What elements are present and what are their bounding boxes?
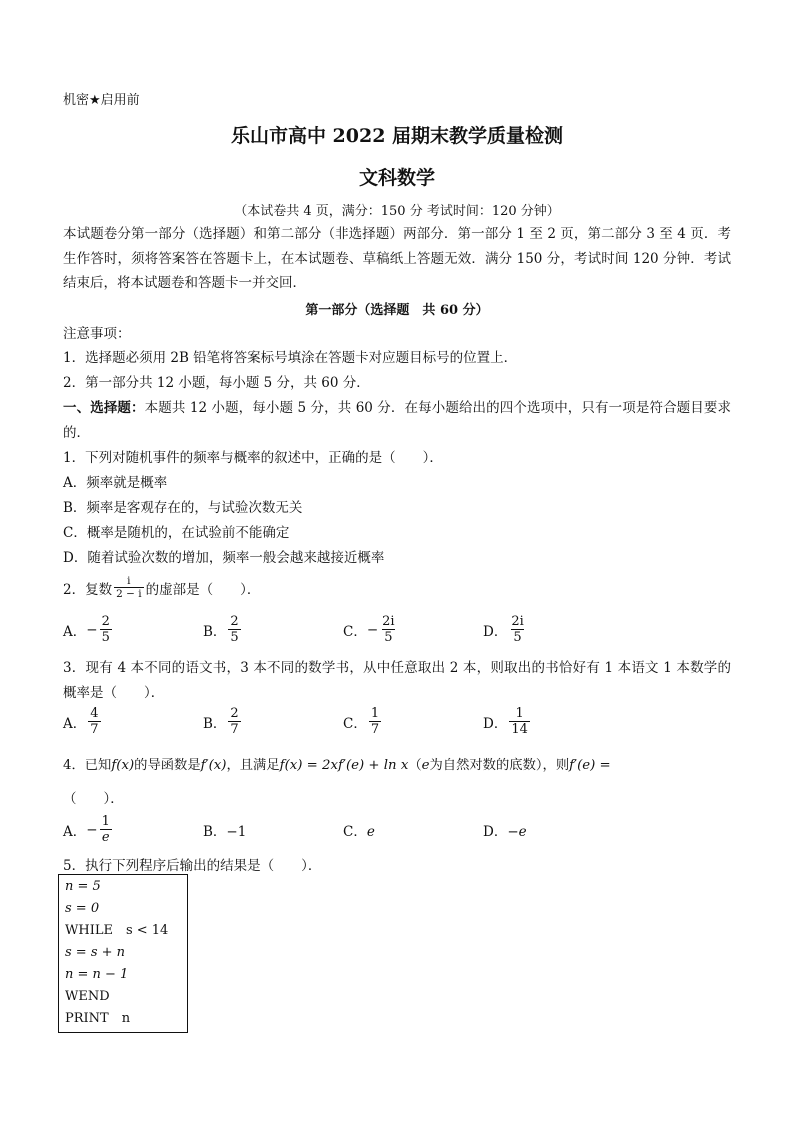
program-line: n = n − 1 xyxy=(65,967,129,982)
confidential-label: 机密★启用前 xyxy=(63,93,140,108)
notice-item: 2．第一部分共 12 小题，每小题 5 分，共 60 分． xyxy=(63,375,370,391)
q2-d-fraction xyxy=(509,614,525,645)
q3-c-num: 1 xyxy=(370,706,380,721)
q1-option-d: D．随着试验次数的增加，频率一般会越来越接近概率 xyxy=(63,550,385,566)
exam-title: 乐山市高中 2022 届期末教学质量检测 xyxy=(230,125,564,147)
q4-stem-b: 的导函数是 xyxy=(134,758,201,773)
q4-equation: f(x) = 2xf′(e) + ln x xyxy=(279,758,409,773)
section-heading: 第一部分（选择题 共 60 分） xyxy=(305,303,489,318)
q3-b-num: 2 xyxy=(230,706,239,721)
q2-c-num: 2i xyxy=(382,614,395,629)
q2-option-a xyxy=(63,614,114,645)
q3-option-c xyxy=(343,706,383,737)
q3-a-den: 7 xyxy=(90,722,99,737)
q4-c-label: C． xyxy=(343,824,367,840)
q2-frac-num: i xyxy=(127,575,131,587)
q4-a-fraction xyxy=(100,814,112,845)
q5-stem: 5．执行下列程序后输出的结果是（ ）． xyxy=(63,858,322,874)
q3-option-a xyxy=(63,706,103,737)
q4-option-b: B．−1 xyxy=(203,824,247,840)
q2-option-b xyxy=(203,614,243,645)
q4-a-sign: − xyxy=(86,821,98,838)
q3-a-fraction xyxy=(88,706,100,737)
q2-a-num: 2 xyxy=(101,614,110,629)
q3-stem: 3．现有 4 本不同的语文书，3 本不同的数学书，从中任意取出 2 本，则取出的书恰好有 1 本语文 1 本数学的概率是（ ）． xyxy=(63,660,731,701)
intro-paragraph: 本试题卷分第一部分（选择题）和第二部分（非选择题）两部分．第一部分 1 至 2 页，第二部分 3 至 4 页．考生作答时，须将答案答在答题卡上，在本试题卷、草稿纸上答题无效．满分 150 分，考试时间 120 分钟．考试结束后，将本试题卷和答题卡一并交回． xyxy=(63,226,731,291)
q2-stem-post: 的虚部是（ ）． xyxy=(145,581,261,598)
q2-d-label: D． xyxy=(483,623,508,640)
q2-option-d xyxy=(483,614,528,645)
q4-a-num: 1 xyxy=(101,814,110,829)
q2-frac-den: 2 − i xyxy=(116,588,142,600)
q3-d-den: 14 xyxy=(511,722,528,737)
q4-f1: f(x) xyxy=(111,758,135,773)
q4-stem-a: 4．已知 xyxy=(63,758,112,773)
q2-a-den: 5 xyxy=(101,630,110,645)
notice-title: 注意事项： xyxy=(63,326,131,342)
program-line: s = s + n xyxy=(65,945,126,960)
part1-text: 本题共 12 小题，每小题 5 分，共 60 分．在每小题给出的四个选项中，只有一项是符合题目要求的． xyxy=(63,400,731,441)
program-line: n = 5 xyxy=(65,879,101,894)
q3-a-label: A． xyxy=(63,715,87,732)
q2-b-fraction xyxy=(228,614,240,645)
q2-b-num: 2 xyxy=(230,614,239,629)
q2-stem xyxy=(63,575,260,600)
q3-d-num: 1 xyxy=(515,706,524,721)
q2-b-label: B． xyxy=(203,623,227,640)
q3-c-fraction xyxy=(369,706,381,737)
q3-b-fraction xyxy=(228,706,240,737)
q4-a-den: e xyxy=(101,830,110,845)
q4-paren: （ ）． xyxy=(63,791,124,807)
program-line: PRINT n xyxy=(65,1011,131,1026)
q1-option-a: A．频率就是概率 xyxy=(63,475,168,491)
program-line: WEND xyxy=(65,989,110,1004)
q2-c-sign: − xyxy=(366,621,379,638)
q1-stem: 1．下列对随机事件的频率与概率的叙述中，正确的是（ ）． xyxy=(63,450,443,466)
q3-option-b xyxy=(203,706,243,737)
q2-b-den: 5 xyxy=(230,630,239,645)
q3-c-label: C． xyxy=(343,715,367,732)
q2-a-sign: − xyxy=(86,621,98,638)
part1-instructions xyxy=(63,396,731,445)
q4-d-value: −e xyxy=(507,824,527,840)
q2-d-num: 2i xyxy=(511,614,524,629)
q4-stem-e: 为自然对数的底数），则 xyxy=(429,758,570,773)
q2-stem-pre: 2．复数 xyxy=(63,581,113,598)
q3-d-label: D． xyxy=(483,715,508,732)
exam-note: （本试卷共 4 页，满分：150 分 考试时间：120 分钟） xyxy=(234,204,560,219)
program-box xyxy=(58,874,188,1033)
program-line: WHILE s < 14 xyxy=(65,923,169,938)
q3-option-d xyxy=(483,706,532,737)
q2-fraction xyxy=(114,575,144,600)
q3-c-den: 7 xyxy=(370,722,380,737)
part1-label: 一、选择题： xyxy=(63,400,145,416)
q3-d-fraction xyxy=(509,706,530,737)
q4-stem-c: ，且满足 xyxy=(226,758,280,773)
q2-c-fraction xyxy=(380,614,396,645)
q1-option-c: C．概率是随机的，在试验前不能确定 xyxy=(63,525,290,541)
q3-b-label: B． xyxy=(203,715,227,732)
q4-f2: f′(x) xyxy=(200,758,227,773)
q2-a-label: A． xyxy=(63,623,87,640)
q4-stem xyxy=(63,757,611,775)
q4-option-a xyxy=(63,814,114,845)
q4-e: e xyxy=(421,758,430,773)
q4-c-value: e xyxy=(366,824,375,840)
q1-option-b: B．频率是客观存在的，与试验次数无关 xyxy=(63,500,303,516)
q4-stem-d: （ xyxy=(408,758,422,773)
q2-option-c xyxy=(343,614,399,645)
q3-b-den: 7 xyxy=(230,722,239,737)
q4-option-c xyxy=(343,823,375,841)
q3-a-num: 4 xyxy=(90,706,99,721)
q2-c-den: 5 xyxy=(384,630,393,645)
q4-d-label: D． xyxy=(483,824,508,840)
program-line: s = 0 xyxy=(65,901,100,916)
q2-d-den: 5 xyxy=(513,630,522,645)
q4-f3: f′(e) = xyxy=(569,758,611,773)
q4-a-label: A． xyxy=(63,823,87,840)
q2-c-label: C． xyxy=(343,623,367,640)
q4-option-d xyxy=(483,823,527,841)
exam-subtitle: 文科数学 xyxy=(358,167,435,189)
q2-a-fraction xyxy=(100,614,112,645)
notice-item: 1．选择题必须用 2B 铅笔将答案标号填涂在答题卡对应题目标号的位置上． xyxy=(63,350,518,366)
